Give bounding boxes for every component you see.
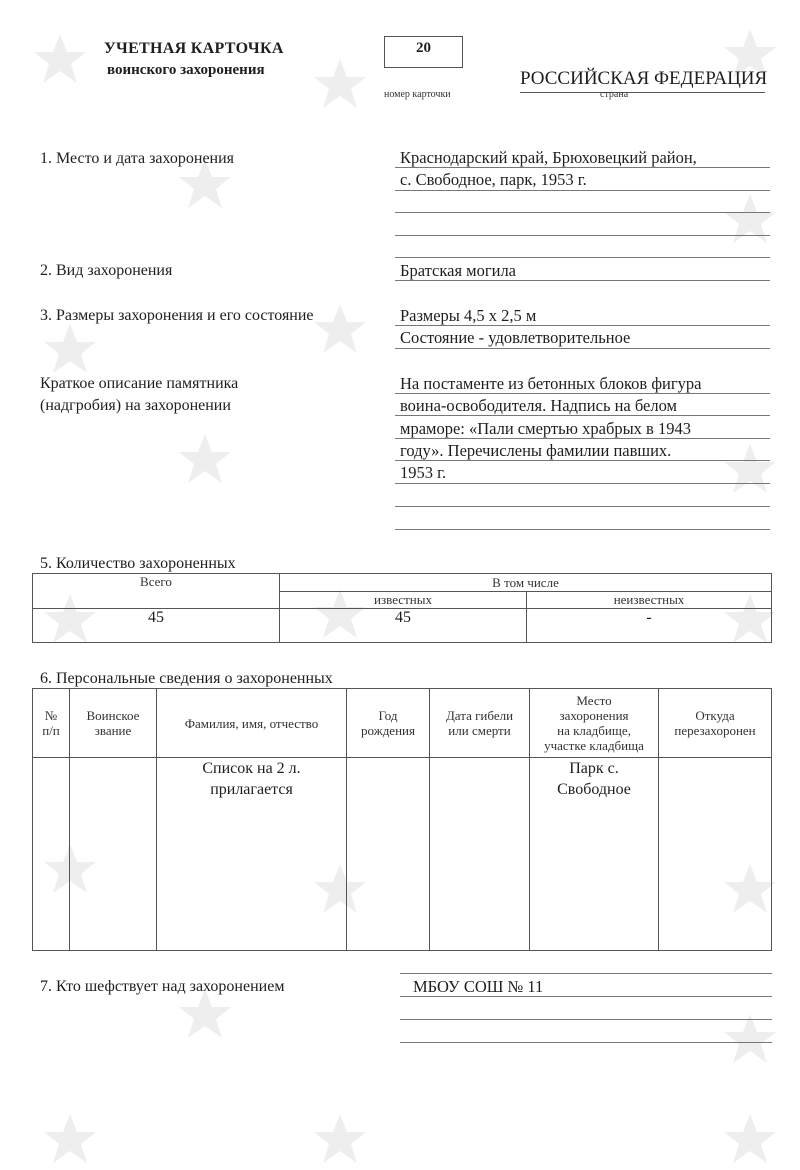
section1-label: 1. Место и дата захоронения [40, 150, 235, 167]
country-value: РОССИЙСКАЯ ФЕДЕРАЦИЯ [520, 68, 768, 89]
section4-line-2: воина-освободителя. Надпись на белом [400, 396, 677, 415]
cell-number [33, 758, 70, 951]
persons-table [32, 688, 772, 951]
col-header-text: № [44, 708, 58, 723]
col-header-text: рождения [361, 723, 415, 738]
cell-birth-year [347, 758, 430, 951]
rule [395, 483, 770, 484]
rule [395, 438, 770, 439]
rule [395, 506, 770, 507]
rule [395, 167, 770, 168]
col-reburied-from-header [659, 689, 772, 758]
watermark-star-icon [720, 190, 780, 250]
count-unknown-value: - [527, 609, 772, 643]
col-header-text: Откуда [695, 708, 735, 723]
section3-line-1: Размеры 4,5 х 2,5 м [400, 306, 537, 325]
rule [400, 996, 772, 997]
watermark-star-icon [720, 440, 780, 500]
rule [395, 325, 770, 326]
count-total-header: Всего [33, 574, 280, 609]
col-birth-year-header [347, 689, 430, 758]
cell-rank [70, 758, 157, 951]
count-including-header: В том числе [280, 574, 772, 592]
rule [400, 1019, 772, 1020]
section7-label: 7. Кто шефствует над захоронением [40, 978, 285, 995]
watermark-star-icon [30, 30, 90, 90]
watermark-star-icon [175, 430, 235, 490]
watermark-star-icon [720, 1110, 780, 1170]
watermark-star-icon [310, 1110, 370, 1170]
col-header-text: перезахоронен [674, 723, 756, 738]
col-header-text: Воинское [86, 708, 140, 723]
col-death-date-header [430, 689, 530, 758]
rule [400, 1042, 772, 1043]
card-number-label: номер карточки [384, 89, 451, 100]
col-header-text: Год [378, 708, 398, 723]
col-header-text: или смерти [448, 723, 511, 738]
rule [395, 393, 770, 394]
section1-line-1: Краснодарский край, Брюховецкий район, [400, 148, 697, 167]
col-burial-place-header [530, 689, 659, 758]
watermark-star-icon [310, 300, 370, 360]
col-header-text: звание [94, 723, 132, 738]
section3-label: 3. Размеры захоронения и его состояние [40, 307, 314, 324]
section4-line-5: 1953 г. [400, 463, 447, 482]
rule [395, 460, 770, 461]
col-header-text: Фамилия, имя, отчество [184, 715, 319, 731]
section2-label: 2. Вид захоронения [40, 262, 173, 279]
cell-burial-place [530, 758, 659, 951]
rule [395, 190, 770, 191]
cell-text: прилагается [210, 781, 293, 798]
rule [395, 529, 770, 530]
card-subtitle: воинского захоронения [107, 62, 265, 78]
count-total-value: 45 [33, 609, 280, 643]
rule [395, 280, 770, 281]
card-title: УЧЕТНАЯ КАРТОЧКА [104, 40, 284, 57]
rule [395, 212, 770, 213]
rule [395, 348, 770, 349]
col-number-header [33, 689, 70, 758]
watermark-star-icon [40, 1110, 100, 1170]
country-label: страна [600, 89, 629, 100]
rule [395, 257, 770, 258]
country-underline [520, 92, 765, 93]
count-known-header: известных [280, 592, 527, 609]
col-header-text: на кладбище, [557, 723, 631, 738]
cell-death-date [430, 758, 530, 951]
col-header-text: Дата гибели [445, 708, 514, 723]
section2-value: Братская могила [400, 261, 517, 280]
col-header-text: п/п [42, 723, 60, 738]
section3-line-2: Состояние - удовлетворительное [400, 328, 631, 347]
section4-label-1: Краткое описание памятника [40, 375, 239, 392]
count-unknown-header: неизвестных [527, 592, 772, 609]
section5-label: 5. Количество захороненных [40, 555, 236, 572]
section4-line-4: году». Перечислены фамилии павших. [400, 441, 672, 460]
count-table [32, 573, 772, 643]
cell-fullname [157, 758, 347, 951]
section7-value: МБОУ СОШ № 11 [413, 977, 544, 996]
col-fullname-header [157, 689, 347, 758]
cell-reburied-from [659, 758, 772, 951]
section4-line-1: На постаменте из бетонных блоков фигура [400, 374, 702, 393]
watermark-star-icon [310, 55, 370, 115]
cell-text: Свободное [557, 781, 631, 798]
cell-text: Парк с. [569, 760, 619, 777]
count-known-value: 45 [280, 609, 527, 643]
card-number: 20 [416, 40, 431, 56]
col-header-text: захоронения [559, 708, 629, 723]
section4-label-2: (надгробия) на захоронении [40, 397, 231, 414]
section6-label: 6. Персональные сведения о захороненных [40, 670, 333, 687]
rule [395, 415, 770, 416]
cell-text: Список на 2 л. [202, 760, 301, 777]
rule [400, 973, 772, 974]
col-rank-header [70, 689, 157, 758]
section4-line-3: мраморе: «Пали смертью храбрых в 1943 [400, 419, 691, 438]
col-header-text: участке кладбища [544, 738, 644, 753]
watermark-star-icon [40, 320, 100, 380]
rule [395, 235, 770, 236]
col-header-text: Место [576, 693, 612, 708]
section1-line-2: с. Свободное, парк, 1953 г. [400, 170, 587, 189]
